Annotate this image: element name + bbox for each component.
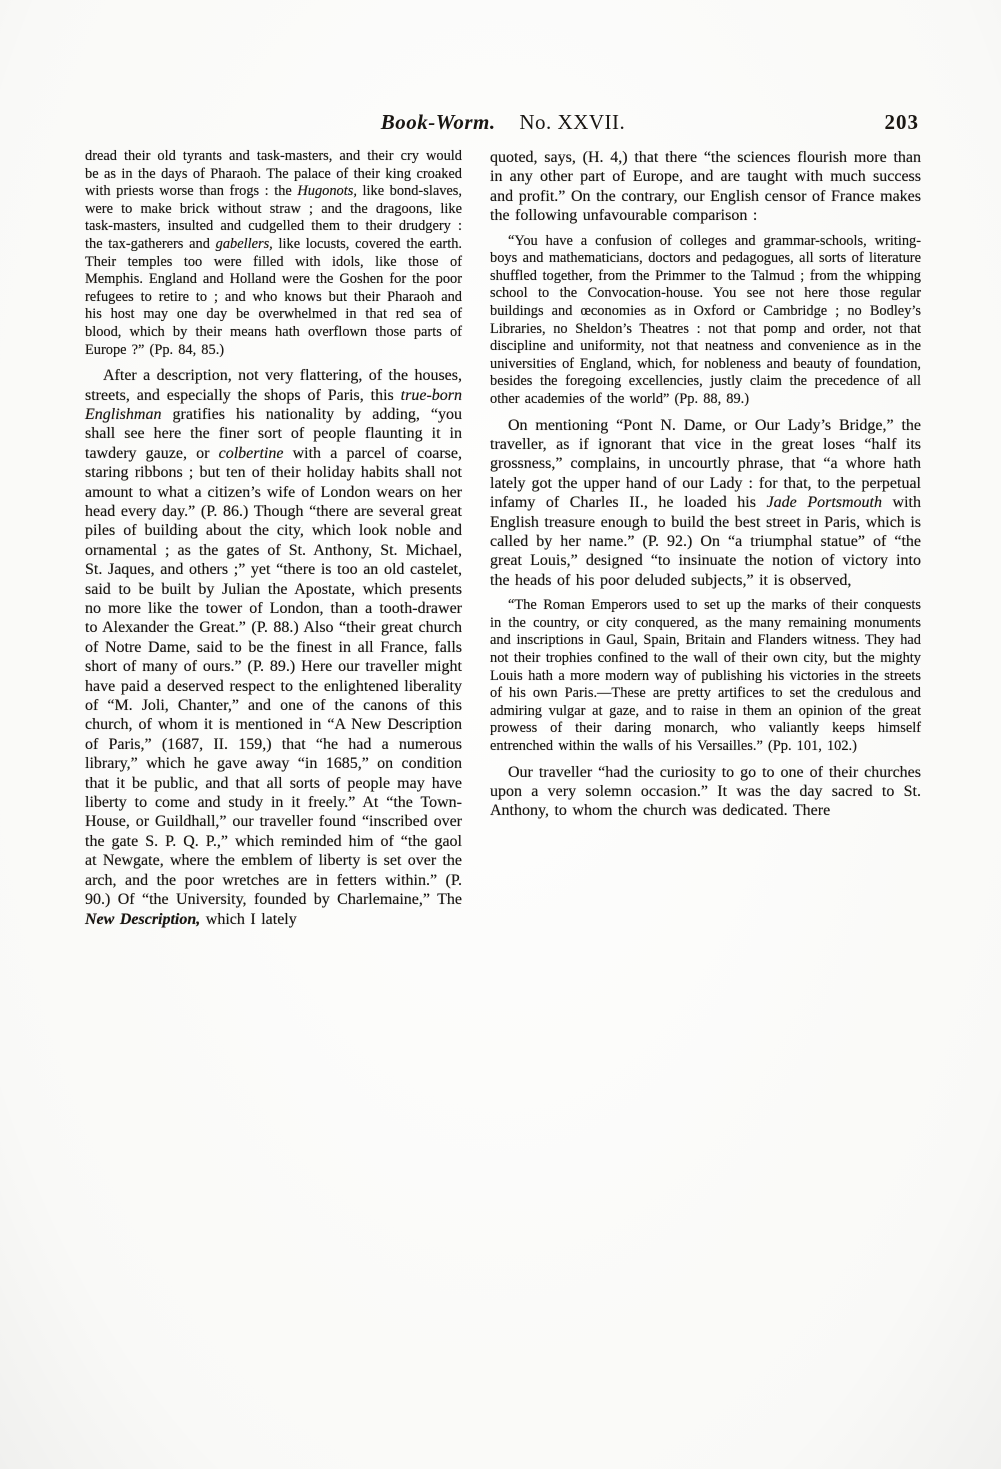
text-run: Our traveller “had the curiosity to go to one of their churches upon a very solemn occasion.” It was the day sacred to St. Anthony, to whom the church was dedicated. There xyxy=(490,763,921,820)
running-head xyxy=(85,110,921,135)
italic-text-run: Jade Portsmouth xyxy=(766,494,882,512)
italic-text-run: gabellers, xyxy=(215,235,273,252)
text-run: After a description, not very flattering, of the houses, streets, and especially the shops of Paris, this xyxy=(85,367,462,404)
text-run: “The Roman Emperors used to set up the marks of their conquests in the country, or city conquered, as the many remaining monuments and inscriptions in Gaul, Spain, Britain and Flanders witness. They had not their trophies confined to the wall of their own city, but the mighty Louis hath a more modern way of publishing his victories in the streets of his own Paris.—These are pretty artifices to set the credulous and admiring vulgar at gaze, and to raise in them an opinion of the great prowess of their daring monarch, who valiantly keeps himself entrenched within the walls of his Versailles.” (Pp. 101, 102.) xyxy=(490,597,921,754)
issue-number: No. XXVII. xyxy=(519,110,626,134)
text-run: like bond-slaves, were to make brick without straw ; and the dragoons, like task-masters, insulted and cudgelled them to their drudgery : the tax-gatherers and xyxy=(85,183,462,252)
text-run: dread their old tyrants and task-masters, and their cry would be as in the days of Pharaoh. The palace of their king croaked with priests worse than frogs : the xyxy=(85,148,462,200)
italic-text-run: colbertine xyxy=(218,444,284,462)
block-quote-paragraph xyxy=(490,597,921,755)
body-paragraph xyxy=(490,148,921,226)
body-paragraph xyxy=(490,416,921,591)
text-run: “You have a confusion of colleges and grammar-schools, writing-boys and mathematicians, doctors and pedagogues, all sorts of literature shuffled together, from the Primmer to the Talmud ; from the whipping school to the Convocation-house. You see not here those regular buildings and œconomies as in Oxford or Cambridge ; no Bodley’s Libraries, no Sheldon’s Theatres : not that pomp and order, not that discipline and uniformity, not that neatness and convenience as in the universities of England, which, for nobleness and beauty of foundation, besides the foregoing excellencies, justly claim the precedence of all other academies of the world” (Pp. 88, 89.) xyxy=(490,232,921,407)
text-run: On mentioning “Pont N. Dame, or Our Lady’s Bridge,” the traveller, as if ignorant that vice in the great loses “half its grossness,” complains, in uncourtly phrase, that “a whore hath lately got the upper hand of our Lady : for that, to the perpetual infamy of Charles II., he loaded his xyxy=(490,416,921,512)
text-run: like locusts, covered the earth. Their temples too were filled with idols, like those of Memphis. England and Holland were the Goshen for the poor refugees to retire to ; and who knows but their Pharaoh and his host may one day be overwhelmed in that red sea of blood, which by their means hath overflown those parts of Europe ?” (Pp. 84, 85.) xyxy=(85,235,462,358)
body-paragraph xyxy=(85,366,462,929)
journal-title: Book-Worm. xyxy=(380,110,496,134)
text-columns xyxy=(85,148,921,929)
body-paragraph xyxy=(490,763,921,821)
text-run: with a parcel of coarse, staring ribbons ; but ten of their holiday habits shall not amount to what a citizen’s wife of London wears on her head every day.” (P. 86.) Though “there are several great piles of building about the city, which look noble and ornamental ; as the gates of St. Anthony, St. Michael, St. Jaques, and others ;” yet “there is too an old castelet, said to be built by Julian the Apostate, which presents no more like the tower of London, than a tooth-drawer to Alexander the Great.” (P. 88.) Also “their great church of Notre Dame, said to be the finest in all France, falls short of many of ours.” (P. 89.) Here our traveller might have paid a deserved respect to the enlightened liberality of “M. Joli, Chanter,” and one of the canons of this church, of whom it is mentioned in “A New Description of Paris,” (1687, II. 159,) that “he had a numerous library,” which he gave away “in 1685,” on condition that it be public, and that all sorts of people may have liberty to come and study in it freely.” At “the Town-House, or Guildhall,” our traveller found “inscribed over the gate S. P. Q. P.,” which reminded him of “the gaol at Newgate, where the emblem of liberty is set over the arch, and the poor wretches are in fetters within.” (P. 90.) Of “the University, founded by Charlemaine,” The xyxy=(85,444,462,909)
text-run: gratifies his nationality by adding, “you shall see here the finer sort of people flaunting it in tawdery gauze, or xyxy=(85,405,462,462)
italic-text-run: New Description, xyxy=(85,910,201,928)
italic-text-run: Hugonots, xyxy=(297,183,357,200)
page-number: 203 xyxy=(884,110,919,134)
right-column xyxy=(490,148,921,929)
italic-text-run: true-born Englishman xyxy=(85,386,462,423)
block-quote-paragraph xyxy=(490,233,921,409)
text-run: which I lately xyxy=(200,910,297,928)
text-run: with English treasure enough to build the best street in Paris, which is called by her name.” (P. 92.) On “a triumphal statue” of “the great Louis,” designed “to insinuate the notion of victory into the heads of his poor deluded subjects,” it is observed, xyxy=(490,494,921,589)
text-run: quoted, says, (H. 4,) that there “the sciences flourish more than in any other part of Europe, and are taught with much success and profit.” On the contrary, our English censor of France makes the following unfavourable comparison : xyxy=(490,149,921,225)
left-column xyxy=(85,148,462,929)
block-quote-paragraph xyxy=(85,148,462,359)
